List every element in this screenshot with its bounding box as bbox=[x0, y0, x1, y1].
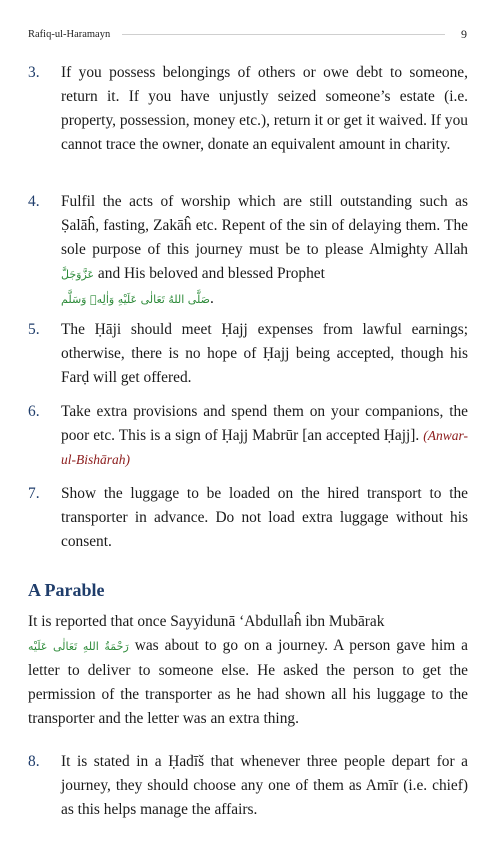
list-item-5 bbox=[28, 318, 468, 390]
item-number: 5. bbox=[28, 321, 40, 338]
item-number: 3. bbox=[28, 64, 40, 81]
list-item-4 bbox=[28, 190, 468, 312]
header-rule bbox=[122, 34, 445, 35]
honorific-arabic: رَحْمَةُ اللهِ تَعَالٰى عَلَيْه bbox=[28, 640, 129, 653]
item-text: If you possess belongings of others or owe debt to someone, return it. If you have unjustly seized someone’s estate (i.e. property, possession, money etc.), return it or get it waived. If you cannot trace the owner, donate an equivalent amount in charity. bbox=[61, 64, 468, 153]
section-heading: A Parable bbox=[28, 580, 105, 600]
item-number: 6. bbox=[28, 403, 40, 420]
item-number: 7. bbox=[28, 485, 40, 502]
reference-citation: (Anwar-ul-Bishārah) bbox=[61, 428, 468, 467]
item-number: 4. bbox=[28, 193, 40, 210]
book-title: Rafiq-ul-Haramayn bbox=[28, 28, 111, 40]
item-text: The Ḥāji should meet Ḥajj expenses from lawful earnings; otherwise, there is no hope of Ḥajj being accepted, though his Farḍ will get offered. bbox=[61, 321, 468, 386]
parable-paragraph: It is reported that once Sayyidunā ‘Abdullaĥ ibn Mubārak رَحْمَةُ اللهِ تَعَالٰى عَلَيْه was about to go on a journey. A person gave him a letter to deliver to someone else. He asked the person to get the permission of the transporter as he had shown all his luggage to the transporter and the letter was an extra thing. bbox=[28, 613, 468, 727]
list-item-7 bbox=[28, 482, 468, 554]
page-number: 9 bbox=[461, 26, 467, 41]
list-item-6 bbox=[28, 400, 468, 472]
item-text: It is stated in a Ḥadīš that whenever three people depart for a journey, they should choose any one of them as Amīr (i.e. chief) as this helps manage the affairs. bbox=[61, 753, 468, 818]
list-item-3 bbox=[28, 61, 468, 157]
item-text: Take extra provisions and spend them on your companions, the poor etc. This is a sign of Ḥajj Mabrūr [an accepted Ḥajj]. (Anwar-ul-Bishārah) bbox=[61, 403, 468, 467]
list-item-8 bbox=[28, 750, 468, 822]
salutation-arabic: صَلَّى اللهُ تَعَالٰى عَلَيْهِ وَاٰلِهٖ وَسَلَّم bbox=[61, 293, 210, 306]
page-header bbox=[28, 24, 467, 44]
item-text: Show the luggage to be loaded on the hired transport to the transporter in advance. Do not load extra luggage without his consent. bbox=[61, 485, 468, 550]
item-number: 8. bbox=[28, 753, 40, 770]
honorific-arabic: عَزَّوَجَلَّ bbox=[61, 268, 95, 281]
item-text: Fulfil the acts of worship which are still outstanding such as Ṣalāĥ, fasting, Zakāĥ etc. Repent of the sin of delaying them. The sole purpose of this journey must be to please Almighty Allah عَزَّوَجَلَّ and His beloved and blessed Prophet صَلَّى اللهُ تَعَالٰى عَلَيْهِ وَاٰلِهٖ وَسَلَّم. bbox=[61, 193, 468, 307]
